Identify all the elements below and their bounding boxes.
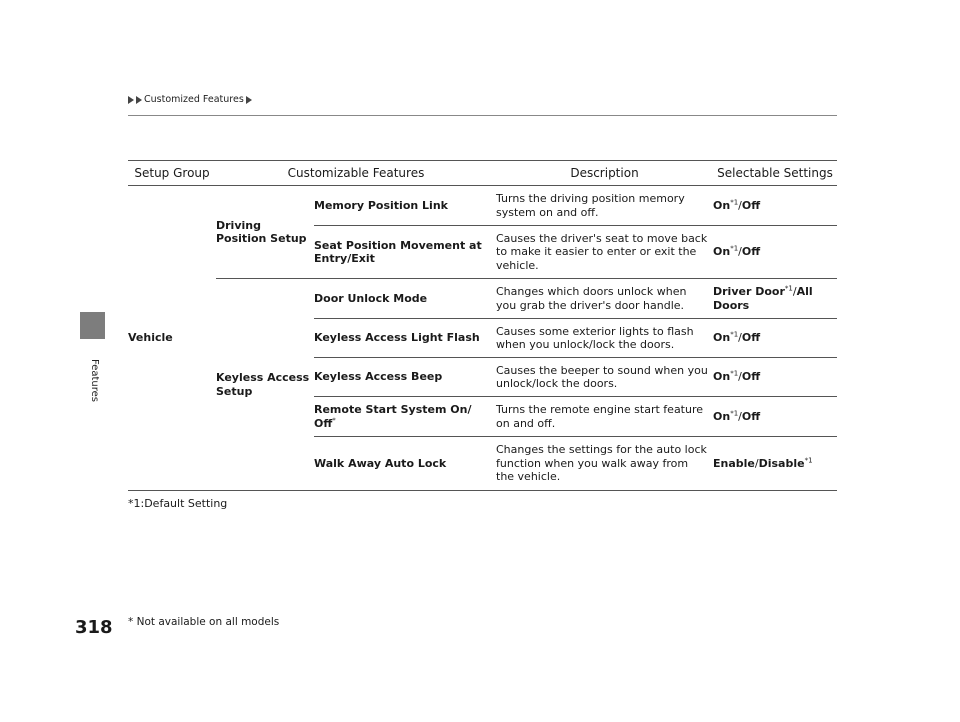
feature-description: Changes which doors unlock when you grab the driver's door handle. [496,279,713,319]
feature-name: Keyless Access Beep [314,358,496,397]
feature-description: Turns the remote engine start feature on and off. [496,397,713,437]
page-number: 318 [75,617,113,638]
feature-description: Changes the settings for the auto lock function when you walk away from the vehicle. [496,437,713,491]
feature-name: Remote Start System On/ Off* [314,397,496,437]
header-description: Description [496,161,713,186]
feature-name: Memory Position Link [314,186,496,226]
group-vehicle: Vehicle [128,331,173,345]
subgroup-keyless-access: Keyless Access Setup [216,279,314,491]
header-selectable-settings: Selectable Settings [713,161,837,186]
feature-description: Turns the driving position memory system on and off. [496,186,713,226]
table-row [128,279,837,319]
selectable-settings: On$^{*1}$/Off [713,319,837,358]
breadcrumb-arrow-icon [136,96,142,104]
table-row [128,186,837,226]
subgroup-driving-position: Driving Position Setup [216,186,314,279]
customized-features-table [128,160,837,491]
feature-name: Seat Position Movement at Entry/Exit [314,226,496,279]
availability-note: * Not available on all models [128,616,280,628]
breadcrumb-label[interactable]: Customized Features [144,94,244,105]
selectable-settings: Enable/Disable$^{*1}$ [713,437,837,491]
table-header-row [128,161,837,186]
selectable-settings: On$^{*1}$/Off [713,358,837,397]
section-label-text: Features [88,358,100,402]
selectable-settings: On$^{*1}$/Off [713,397,837,437]
breadcrumb-arrow-icon [128,96,134,104]
breadcrumb [128,94,252,105]
breadcrumb-arrow-icon [246,96,252,104]
feature-description: Causes the driver's seat to move back to make it easier to enter or exit the vehicle. [496,226,713,279]
selectable-settings: On$^{*1}$/Off [713,186,837,226]
feature-name: Door Unlock Mode [314,279,496,319]
feature-name: Walk Away Auto Lock [314,437,496,491]
header-divider [128,115,837,116]
selectable-settings: Driver Door$^{*1}$/All Doors [713,279,837,319]
selectable-settings: On$^{*1}$/Off [713,226,837,279]
feature-name: Keyless Access Light Flash [314,319,496,358]
feature-description: Causes the beeper to sound when you unlock/lock the doors. [496,358,713,397]
section-label [74,345,114,415]
section-tab-marker [80,312,105,339]
header-setup-group: Setup Group [128,161,216,186]
header-customizable-features: Customizable Features [216,161,496,186]
feature-description: Causes some exterior lights to flash when you unlock/lock the doors. [496,319,713,358]
default-setting-footnote: *1:Default Setting [128,497,228,510]
